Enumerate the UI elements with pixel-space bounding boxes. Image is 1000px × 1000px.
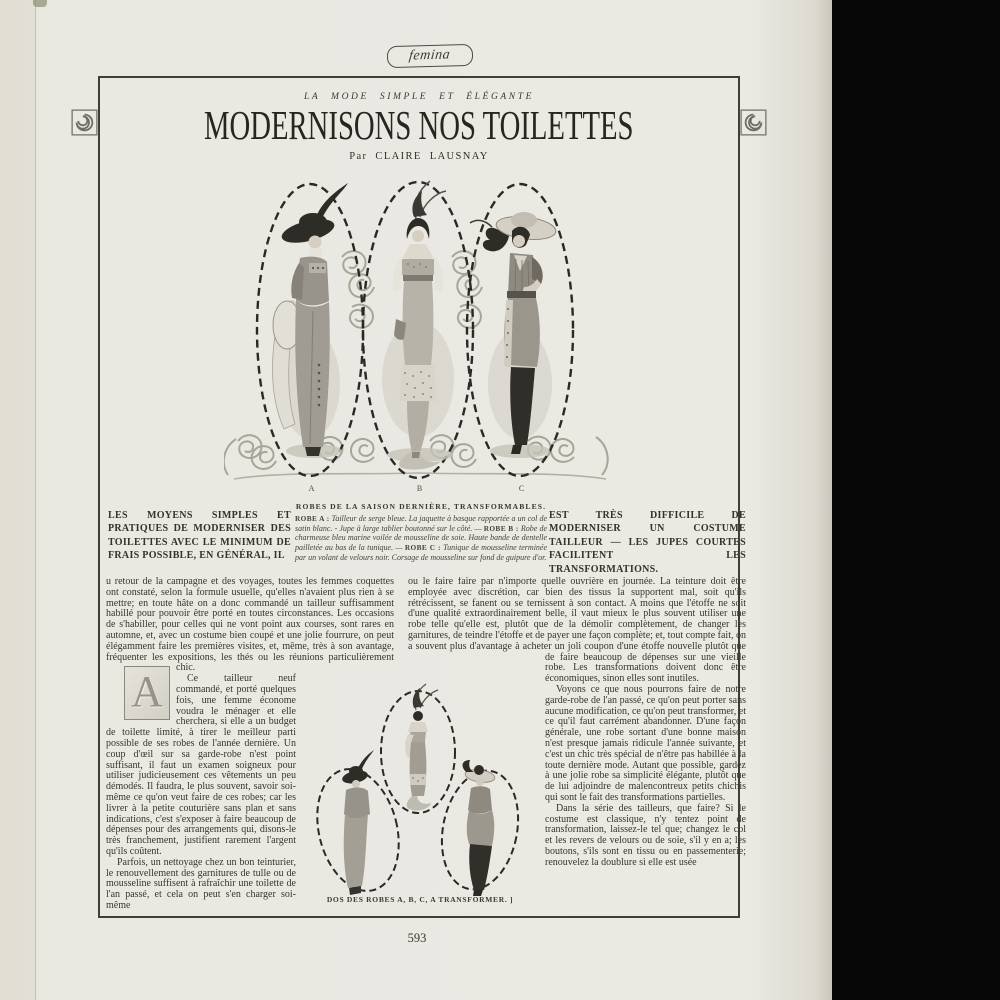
- paragraph: Parfois, un nettoyage chez un bon teinturier, le renouvellement des garnitures de tulle ou de mousseline suffisent à rafraîchir une toilette de l'an passé, et cela on peut s'en charger soi-même: [106, 856, 296, 911]
- figure-label-a: A: [308, 484, 316, 493]
- fashion-figure-c: [470, 212, 557, 458]
- paragraph-text: u retour de la campagne et des voyages, toutes les femmes coquettes ont constaté, selon la formule usuelle, qu'elles n'avaient plus rien à se mettre; en toute hâte on a donc commandé un tailleur suffisamment habillé pour pouvoir être porté en toutes circonstances. Les occasions de s'habiller, pour celles qui ne vont point aux courses, sont rares en automne, et, avec un costume bien coupé et une jolie fourrure, on peut élégamment faire les premières visites, et, même, très à son avantage, fréquenter les expositions, les thés ou les réunions particulièrement chic.: [106, 577, 394, 674]
- page-number: 593: [407, 931, 427, 945]
- spiral-ornament-icon: [740, 109, 767, 141]
- back-figure-a: [341, 750, 374, 895]
- article-title-row: [98, 104, 740, 146]
- robe-a-label: ROBE A :: [295, 514, 330, 523]
- fashion-figure-b: [387, 181, 453, 470]
- drop-cap: A: [124, 666, 170, 720]
- figure-bottom-caption: DOS DES ROBES A, B, C, A TRANSFORMER. ]: [326, 895, 514, 904]
- back-views-illustration: [312, 662, 528, 907]
- paragraph: Dans la série des tailleurs, que faire? Si le costume est classique, n'y tentez point de transformation, laissez-le tel que; changez le col et les revers de velours ou de soie, s'il y en a; les boutons, s'ils sont en tissu ou en passementerie; renouvelez la doublure si elle est usée: [545, 802, 746, 868]
- paragraph: [106, 577, 394, 716]
- figure-label-c: C: [518, 484, 526, 493]
- fashion-figure-a: [273, 183, 348, 458]
- robe-a-text: Tailleur de serge bleue. La jaquette à basque rapportée a un col de satin blanc. - Jupe à large tablier boutonné sur le côté. —: [295, 514, 548, 533]
- front-views-illustration: [224, 179, 614, 502]
- figure-label-b: B: [416, 484, 424, 493]
- deck-left: LES MOYENS SIMPLES ET PRATIQUES DE MODERNISER DES TOILETTES AVEC LE MINIMUM DE FRAIS POSSIBLE, EN GÉNÉRAL, IL: [108, 510, 291, 562]
- page-fold-line: [35, 0, 36, 1000]
- spiral-ornament-icon: [71, 109, 98, 141]
- robe-b-text: Robe de charmeuse bleu marine voilée de mousseline de soie. Haute bande de dentelle pailletée au bas de la tunique. —: [295, 523, 547, 553]
- robe-b-label: ROBE B :: [483, 523, 519, 533]
- back-figure-b: [405, 684, 438, 811]
- femina-logo: [387, 44, 474, 68]
- figure-caption-title: ROBES DE LA SAISON DERNIÈRE, TRANSFORMABLES.: [295, 502, 547, 511]
- back-figure-c: [463, 760, 496, 896]
- figure-caption: [295, 502, 547, 563]
- binding-mark: [33, 0, 47, 7]
- paragraph: Voyons ce que nous pourrons faire de notre garde-robe de l'an passé, ce qu'on peut porter sans aucune modification, ce qu'on peut transformer, et ce qu'il faut carrément abandonner. D'une façon générale, une robe sortant d'une bonne maison n'est presque jamais ridicule l'année suivante, et c'est un chic très spécial de n'être pas habillée à la toute dernière mode. Autant que possible, gardez à une jolie robe sa simplicité élégante, plutôt que de lui adjoindre de malencontreux petits chichis qui sont le fait des transformations partielles.: [545, 683, 746, 803]
- byline: Par CLAIRE LAUSNAY: [349, 151, 489, 162]
- section-tagline: LA MODE SIMPLE ET ÉLÉGANTE: [303, 92, 535, 102]
- page-title: MODERNISONS NOS TOILETTES: [204, 102, 634, 148]
- deck-right: EST TRÈS DIFFICILE DE MODERNISER UN COSTUME TAILLEUR — LES JUPES COURTES FACILITENT LES TRANSFORMATIONS.: [549, 510, 746, 575]
- robe-c-label: ROBE C :: [404, 543, 441, 553]
- figure-caption-body: [295, 514, 547, 563]
- robe-c-text: Tunique de mousseline terminée par un volant de velours noir. Corsage de mousseline sur fond de guipure d'or.: [295, 543, 548, 562]
- page-fold-strip: [0, 0, 35, 1000]
- paragraph: Ce tailleur neuf commandé, et porté quelques fois, une femme économe voudra le ménager et elle cherchera, si elle a un budget de toilette limité, à tirer le meilleur parti possible de ses robes de l'année dernière. Un coup d'œil sur sa garde-robe n'est point suffisant, il faut un examen soigneux pour utiliser judicieusement ces vêtements un peu démodés. Il faudra, le plus souvent, savoir soi-même ce qu'on veut faire de ces robes; car les livrer à la petite couturière sans plan et sans indications, c'est s'exposer à faire beaucoup de dépenses pour des arrangements qui, disons-le très franchement, justifient rarement l'argent qu'ils coûtent.: [106, 673, 296, 857]
- femina-logo-text: femina: [408, 47, 452, 64]
- paragraph: ou le faire faire par n'importe quelle ouvrière en journée. La teinture doit être employée avec discrétion, car bien des tissus la supportent mal, soit qu'ils rétrécissent, se fanent ou se ternissent à son contact. A moins que l'étoffe ne soit d'une qualité extraordinairement belle, il vaut mieux le plus souvent utiliser une robe telle qu'elle est, plutôt que de la démolir complètement, de changer les garnitures, de teindre l'étoffe et de payer une façon complète; et, tout compte fait, on a souvent plus d'avantage à acheter un joli coupon d'une étoffe nouvelle plutôt que de faire beaucoup de dépenses sur une vieille robe. Les transformations doivent donc être économiques, sinon elles sont inutiles.: [408, 577, 746, 685]
